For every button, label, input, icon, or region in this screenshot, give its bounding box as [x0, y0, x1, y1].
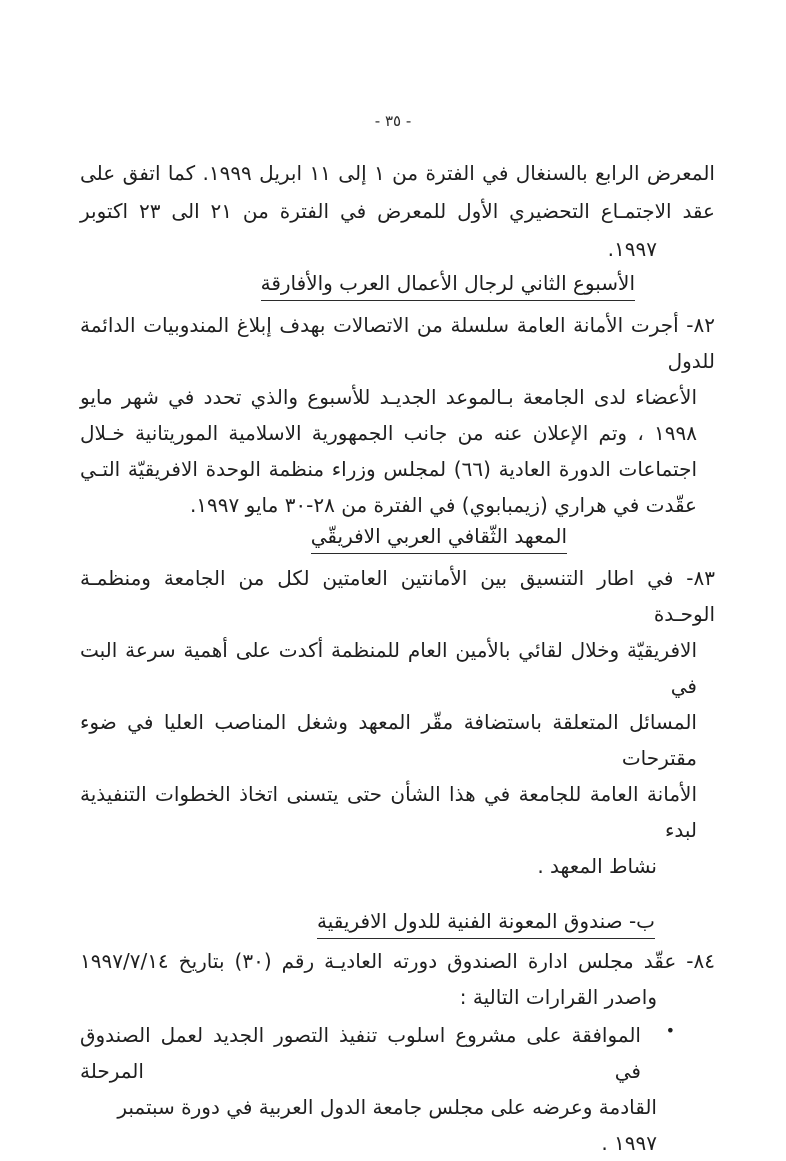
text-line: ٨٤- عقّد مجلس ادارة الصندوق دورته العاديـة رقم (٣٠) بتاريخ ١٩٩٧/٧/١٤ [80, 949, 715, 973]
text-line: عقد الاجتمـاع التحضيري الأول للمعرض في الفترة من ٢١ الى ٢٣ اكتوبر [80, 199, 715, 223]
text-line: الموافقة على مشروع اسلوب تنفيذ التصور الجديد لعمل الصندوق في المرحلة [80, 1023, 641, 1083]
text-line: نشاط المعهد . [537, 854, 657, 878]
text-line: المسائل المتعلقة باستضافة مقّر المعهد وشغل المناصب العليا في ضوء مقترحات [80, 710, 697, 770]
paragraph-84 [80, 943, 715, 1015]
paragraph-83 [80, 560, 715, 884]
text-line: اجتماعات الدورة العادية (٦٦) لمجلس وزراء منظمة الوحدة الافريقيّة التـي [80, 457, 697, 481]
text-line: ١٩٩٧. [607, 237, 657, 261]
section-heading-fund [80, 908, 715, 939]
text-line: الافريقيّة وخلال لقائي بالأمين العام للمنظمة أكدت على أهمية سرعة البت في [80, 638, 697, 698]
text-line: ٨٢- أجرت الأمانة العامة سلسلة من الاتصالات بهدف إبلاغ المندوبيات الدائمة للدول [80, 313, 715, 373]
text-line: ١٩٩٨ ، وتم الإعلان عنه من جانب الجمهورية الاسلامية الموريتانية خـلال [80, 421, 697, 445]
section-heading-business-week [80, 270, 715, 301]
text-line: الأعضاء لدى الجامعة بـالموعد الجديـد للأسبوع والذي تحدد في شهر مايو [80, 385, 697, 409]
text-line: عقّدت في هراري (زيمبابوي) في الفترة من ٢٨-٣٠ مايو ١٩٩٧. [189, 493, 697, 517]
bullet-item [80, 1017, 715, 1161]
text-line: ٨٣- في اطار التنسيق بين الأمانتين العامتين لكل من الجامعة ومنظمـة الوحـدة [80, 566, 715, 626]
heading-text: ب- صندوق المعونة الفنية للدول الافريقية [317, 908, 655, 939]
bullet-marker: • [665, 1021, 675, 1040]
text-line: المعرض الرابع بالسنغال في الفترة من ١ إلى ١١ ابريل ١٩٩٩. كما اتفق على [80, 161, 715, 185]
document-content [0, 154, 786, 1161]
page-number: - ٣٥ - [374, 112, 412, 130]
section-heading-institute [80, 523, 715, 554]
heading-text: الأسبوع الثاني لرجال الأعمال العرب والأفارقة [261, 270, 635, 301]
text-line: القادمة وعرضه على مجلس جامعة الدول العربية في دورة سبتمبر ١٩٩٧ . [117, 1095, 657, 1155]
heading-text: المعهد الثّقافي العربي الافريقّي [311, 523, 567, 554]
text-line: الأمانة العامة للجامعة في هذا الشأن حتى يتسنى اتخاذ الخطوات التنفيذية لبدء [80, 782, 697, 842]
paragraph-intro [80, 154, 715, 268]
paragraph-82 [80, 307, 715, 523]
text-line: واصدر القرارات التالية : [459, 985, 657, 1009]
